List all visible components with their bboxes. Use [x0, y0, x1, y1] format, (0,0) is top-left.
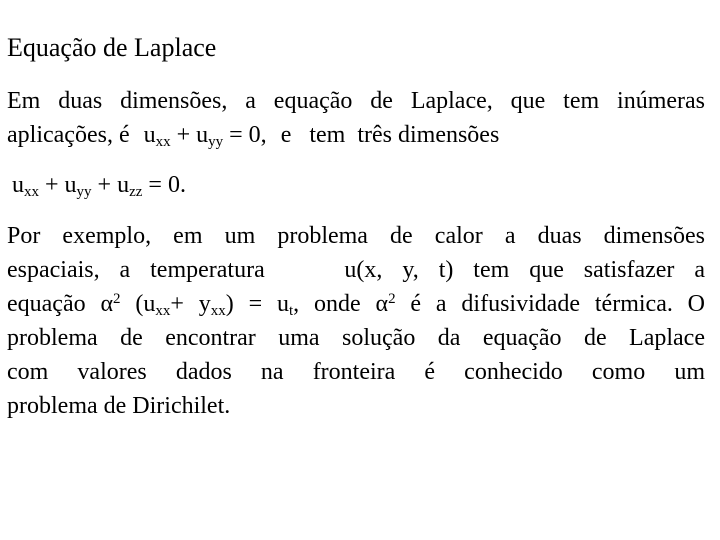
plus-sign: +	[45, 172, 59, 198]
superscript-2: 2	[388, 291, 396, 307]
close-paren-equals-u: ) = u	[225, 291, 289, 317]
open-paren-u: (u	[135, 291, 156, 317]
subscript-xx: xx	[210, 303, 226, 319]
paragraph3-line6: problema de Dirichilet.	[7, 393, 231, 419]
equation-3d	[12, 168, 710, 202]
slide-title: Equação de Laplace	[7, 33, 217, 62]
plus-sign: +	[176, 122, 191, 148]
plus-sign: +	[97, 172, 112, 198]
var-u: u	[64, 172, 77, 198]
paragraph3-line2: espaciais, a temperatura u(x, y, t) tem que satisfazer a	[7, 257, 705, 283]
var-u: u	[117, 172, 130, 198]
paragraph-heat-problem	[7, 219, 705, 423]
word-onde: , onde	[293, 291, 361, 317]
diffusivity-text: é a difusividade térmica. O	[410, 291, 706, 317]
paragraph3-line1: Por exemplo, em um problema de calor a duas dimensões	[7, 223, 705, 249]
equation-2d	[144, 122, 267, 148]
alpha-symbol: α	[100, 291, 114, 317]
alpha-symbol: α	[375, 291, 389, 317]
equation-3d-line	[12, 168, 710, 202]
paragraph3-line3	[7, 287, 705, 321]
subscript-zz: zz	[129, 184, 143, 200]
paragraph3-line5: com valores dados na fronteira é conhecido como um	[7, 359, 705, 385]
var-u: u	[12, 172, 24, 198]
line2-prefix: aplicações, é	[7, 122, 130, 148]
subscript-xx: xx	[155, 134, 171, 150]
paragraph1-line2	[7, 118, 705, 152]
word-equacao: equação	[7, 291, 86, 317]
var-u: u	[143, 122, 156, 148]
subscript-xx: xx	[155, 303, 171, 319]
line2-suffix: e tem três dimensões	[280, 122, 500, 148]
paragraph-laplace-dimensions	[7, 84, 705, 152]
equals-zero: = 0,	[229, 122, 267, 148]
var-u: u	[196, 122, 209, 148]
subscript-yy: yy	[208, 134, 224, 150]
paragraph3-line4: problema de encontrar uma solução da equação de Laplace	[7, 325, 705, 351]
subscript-t: t	[288, 303, 294, 319]
superscript-2: 2	[113, 291, 121, 307]
paragraph1-line1: Em duas dimensões, a equação de Laplace, que tem inúmeras	[7, 88, 705, 114]
plus-y: + y	[170, 291, 211, 317]
subscript-yy: yy	[76, 184, 92, 200]
subscript-xx: xx	[24, 184, 39, 200]
heat-equation	[100, 291, 293, 317]
equals-zero: = 0.	[148, 172, 186, 198]
